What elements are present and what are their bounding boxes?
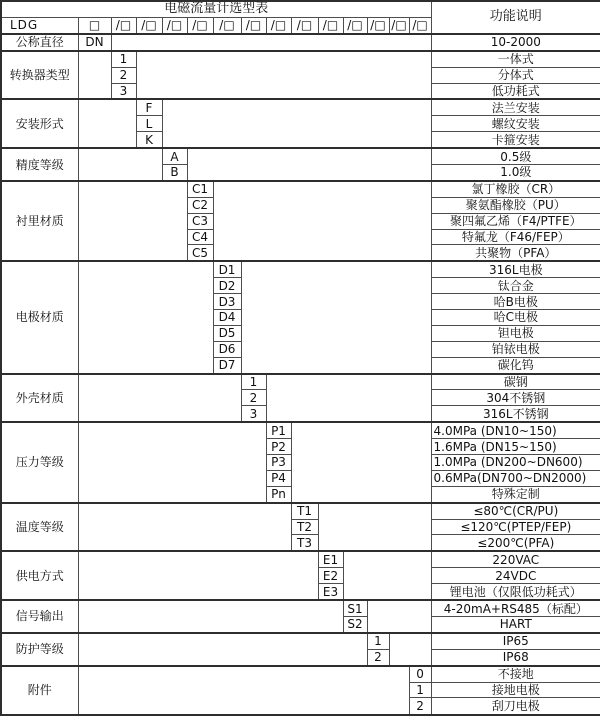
empty-cell [367,600,431,633]
code-cell: C3 [187,213,213,229]
model-segment-box: /□ [367,17,389,33]
empty-cell [187,148,431,181]
empty-cell [389,633,431,666]
code-cell: 3 [241,406,266,422]
description-cell: 特氟龙（F46/FEP） [431,229,600,245]
description-cell: ≤120℃(PTEP/FEP) [431,519,600,535]
empty-cell [136,51,431,100]
category-cell: 精度等级 [1,148,78,181]
code-cell: E1 [318,551,343,567]
description-cell: 氯丁橡胶（CR） [431,181,600,197]
category-cell: 转换器类型 [1,51,78,100]
code-cell: 2 [111,67,136,83]
code-cell: C5 [187,245,213,261]
description-cell: 锂电池（仅限低功耗式） [431,584,600,600]
description-cell: 钽电极 [431,325,600,341]
description-cell: 304不锈钢 [431,390,600,406]
empty-cell [78,148,162,181]
category-cell: 电极材质 [1,261,78,373]
description-cell: 卡箍安装 [431,132,600,148]
description-cell: HART [431,616,600,632]
empty-cell [78,551,318,600]
description-cell: 一体式 [431,51,600,67]
empty-cell [78,99,136,148]
code-cell: P2 [266,439,291,455]
code-cell: B [162,165,187,181]
code-cell: 1 [241,374,266,390]
code-cell: 2 [409,698,431,715]
description-cell: 铂铱电极 [431,341,600,357]
description-cell: IP65 [431,633,600,649]
description-cell: 碳化钨 [431,357,600,373]
empty-cell [78,633,367,666]
description-cell: 4.0MPa (DN10~150) [431,422,600,438]
category-cell: 信号输出 [1,600,78,633]
description-cell: 316L电极 [431,261,600,277]
description-cell: ≤200℃(PFA) [431,535,600,551]
code-cell: E2 [318,568,343,584]
empty-cell [213,181,431,261]
description-cell: 0.6MPa(DN700~DN2000) [431,470,600,486]
code-cell: 2 [241,390,266,406]
code-cell: D7 [213,357,241,373]
model-segment-box: /□ [389,17,409,33]
code-cell: C1 [187,181,213,197]
model-segment-box: /□ [318,17,343,33]
description-cell: 24VDC [431,568,600,584]
empty-cell [78,503,291,552]
code-cell: P1 [266,422,291,438]
code-cell: L [136,116,162,132]
description-cell: 10-2000 [431,34,600,51]
description-cell: 刮刀电极 [431,698,600,715]
description-cell: IP68 [431,649,600,665]
model-segment-box: /□ [111,17,136,33]
empty-cell [266,374,431,423]
model-segment-box: /□ [213,17,241,33]
model-segment-box: /□ [343,17,367,33]
model-segment-box: /□ [266,17,291,33]
description-cell: 316L不锈钢 [431,406,600,422]
code-cell: D1 [213,261,241,277]
model-segment-box: /□ [409,17,431,33]
empty-cell [291,422,431,502]
code-cell: D4 [213,310,241,326]
code-cell: T2 [291,519,318,535]
category-cell: 压力等级 [1,422,78,502]
description-cell: 1.6MPa (DN15~150) [431,439,600,455]
code-cell: E3 [318,584,343,600]
code-cell: C4 [187,229,213,245]
description-cell: 螺纹安装 [431,116,600,132]
empty-cell [78,666,409,715]
code-cell: DN [78,34,111,51]
empty-cell [343,551,431,600]
empty-cell [162,99,431,148]
category-cell: 公称直径 [1,34,78,51]
description-cell: 聚氨酯橡胶（PU） [431,197,600,213]
model-base-box: □ [78,17,111,33]
empty-cell [78,600,343,633]
description-cell: 220VAC [431,551,600,567]
description-cell: 哈B电极 [431,294,600,310]
code-cell: Pn [266,486,291,502]
code-cell: T1 [291,503,318,519]
code-cell: 1 [409,682,431,698]
table-title: 电磁流量计选型表 [1,1,431,17]
category-cell: 附件 [1,666,78,715]
description-cell: 碳钢 [431,374,600,390]
description-cell: 接地电极 [431,682,600,698]
description-cell: 不接地 [431,666,600,682]
code-cell: D6 [213,341,241,357]
description-cell: ≤80℃(CR/PU) [431,503,600,519]
description-cell: 分体式 [431,67,600,83]
category-cell: 安装形式 [1,99,78,148]
code-cell: S1 [343,600,367,616]
model-segment-box: /□ [187,17,213,33]
model-code-cell: LDG [1,17,78,33]
category-cell: 防护等级 [1,633,78,666]
category-cell: 温度等级 [1,503,78,552]
empty-cell [318,503,431,552]
model-segment-box: /□ [241,17,266,33]
model-segment-box: /□ [162,17,187,33]
code-cell: K [136,132,162,148]
code-cell: D2 [213,278,241,294]
code-cell: T3 [291,535,318,551]
description-cell: 特殊定制 [431,486,600,502]
code-cell: S2 [343,616,367,632]
code-cell: C2 [187,197,213,213]
category-cell: 外壳材质 [1,374,78,423]
description-cell: 哈C电极 [431,310,600,326]
code-cell: 1 [367,633,389,649]
function-column-header: 功能说明 [431,1,600,34]
code-cell: A [162,148,187,164]
category-cell: 衬里材质 [1,181,78,261]
empty-cell [78,422,266,502]
description-cell: 共聚物（PFA） [431,245,600,261]
code-cell: P3 [266,455,291,471]
code-cell: 3 [111,83,136,99]
code-cell: 0 [409,666,431,682]
description-cell: 0.5级 [431,148,600,164]
model-segment-box: /□ [291,17,318,33]
description-cell: 聚四氟乙烯（F4/PTFE） [431,213,600,229]
empty-cell [78,374,241,423]
description-cell: 4-20mA+RS485（标配） [431,600,600,616]
empty-cell [241,261,431,373]
empty-cell [78,261,213,373]
empty-cell [78,51,111,100]
code-cell: F [136,99,162,115]
code-cell: D3 [213,294,241,310]
description-cell: 低功耗式 [431,83,600,99]
description-cell: 1.0级 [431,165,600,181]
category-cell: 供电方式 [1,551,78,600]
code-cell: 1 [111,51,136,67]
code-cell: D5 [213,325,241,341]
description-cell: 1.0MPa (DN200~DN600) [431,455,600,471]
empty-cell [78,181,187,261]
description-cell: 法兰安装 [431,99,600,115]
model-segment-box: /□ [136,17,162,33]
code-cell: P4 [266,470,291,486]
empty-cell [111,34,431,51]
description-cell: 钛合金 [431,278,600,294]
code-cell: 2 [367,649,389,665]
